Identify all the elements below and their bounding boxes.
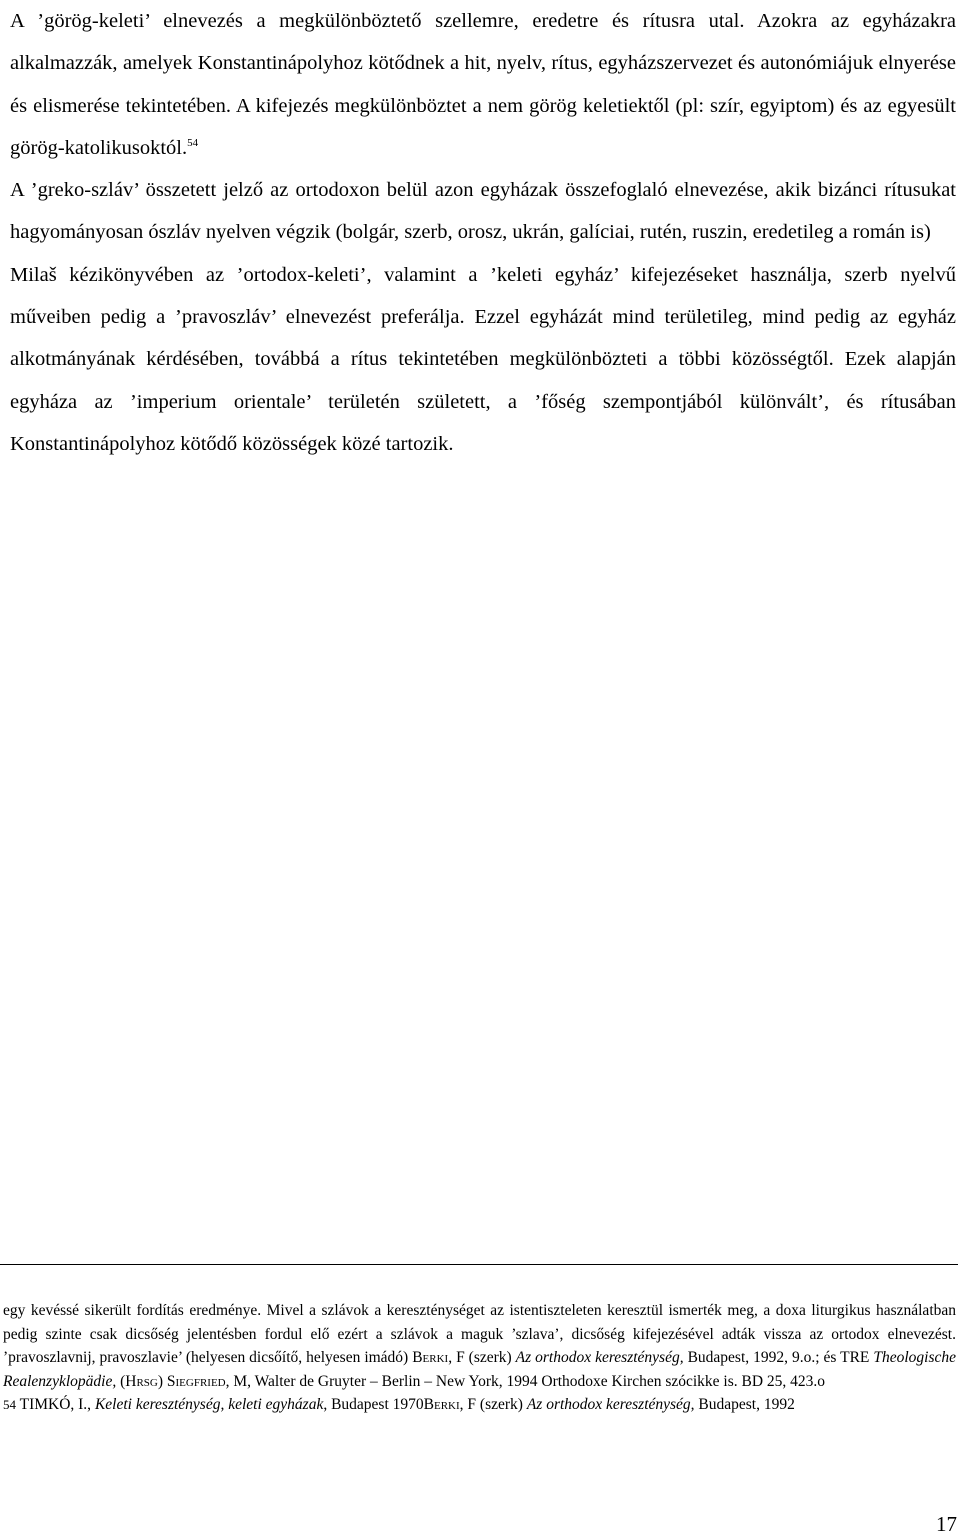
author-name: Berki bbox=[423, 1396, 460, 1413]
editor-abbrev: Hrsg bbox=[125, 1372, 158, 1390]
author-name: Berki bbox=[412, 1349, 449, 1366]
body-text bbox=[10, 0, 956, 465]
footnotes bbox=[3, 1299, 956, 1417]
footnote-text: ) bbox=[157, 1372, 167, 1390]
book-title: Theologische Realenzyklopädie, bbox=[3, 1349, 957, 1390]
footnote-text: , Budapest 1970 bbox=[323, 1396, 424, 1413]
footnote-text: egy kevéssé sikerült fordítás eredménye. Mivel a szlávok a kereszténységet az istentiszteleten keresztül ismerték meg, a doxa liturgikus használatban pedig szinte csak dicsőség jelentésben fordul elő ezért a szlávok a maguk ’szlava’, dicsőség kifejezésével adták vissza az ortodox elnevezést. ’pravoszlavnij, pravoszlavie’ (helyesen dicsőítő, helyesen imádó) bbox=[3, 1302, 956, 1366]
author-name: Siegfried bbox=[166, 1372, 226, 1390]
book-title: Keleti kereszténység, keleti egyházak bbox=[94, 1396, 324, 1413]
footnote-ref-54[interactable]: 54 bbox=[187, 137, 199, 150]
page-number: 17 bbox=[936, 1512, 957, 1536]
footnote-text: TIMKÓ, I., bbox=[16, 1396, 95, 1413]
paragraph-1 bbox=[10, 0, 956, 169]
footnote-text: ( bbox=[116, 1372, 126, 1390]
paragraph-3: Milaš kézikönyvében az ’ortodox-keleti’, valamint a ’keleti egyház’ kifejezéseket használja, szerb nyelvű műveiben pedig a ’pravoszláv’ elnevezést preferálja. Ezzel egyházát mind területileg, mind pedig az egyház alkotmányának kérdésében, továbbá a rítus tekintetében megkülönbözteti a többi közösségtől. Ezek alapján egyháza az ’imperium orientale’ területén született, a ’főség szempontjából különvált’, és rítusában Konstantinápolyhoz kötődő közösségek közé tartozik. bbox=[10, 263, 956, 455]
footnote-text: , F (szerk) bbox=[448, 1349, 516, 1366]
footnote-separator bbox=[0, 1264, 958, 1265]
footnote-continued bbox=[3, 1299, 956, 1393]
book-title: Az orthodox kereszténység, bbox=[526, 1396, 695, 1413]
footnote-text: Budapest, 1992, 9.o.; és TRE bbox=[683, 1349, 874, 1366]
footnote-text: Budapest, 1992 bbox=[694, 1396, 795, 1413]
footnote-text: , M, Walter de Gruyter – Berlin – New York, 1994 Orthodoxe Kirchen szócikke is. BD 25, 423.o bbox=[225, 1372, 826, 1390]
footnote-54 bbox=[3, 1393, 956, 1417]
paragraph-1-text: A ’görög-keleti’ elnevezés a megkülönböztető szellemre, eredetre és rítusra utal. Azokra az egyházakra alkalmazzák, amelyek Konstantinápolyhoz kötődnek a hit, nyelv, rítus, egyházszervezet és autonómiájuk elnyerése és elismerése tekintetében. A kifejezés megkülönböztet a nem görög keletiektől (pl: szír, egyiptom) és az egyesült görög-katolikusoktól. bbox=[10, 10, 956, 159]
paragraph-2: A ’greko-szláv’ összetett jelző az ortodoxon belül azon egyházak összefoglaló elnevezése, akik bizánci rítusukat hagyományosan ószláv nyelven végzik (bolgár, szerb, orosz, ukrán, galíciai, rutén, ruszin, eredetileg a román is) bbox=[10, 179, 956, 244]
footnote-number: 54 bbox=[3, 1397, 16, 1412]
footnote-text: , F (szerk) bbox=[459, 1396, 527, 1413]
book-title: Az orthodox kereszténység, bbox=[515, 1349, 684, 1366]
